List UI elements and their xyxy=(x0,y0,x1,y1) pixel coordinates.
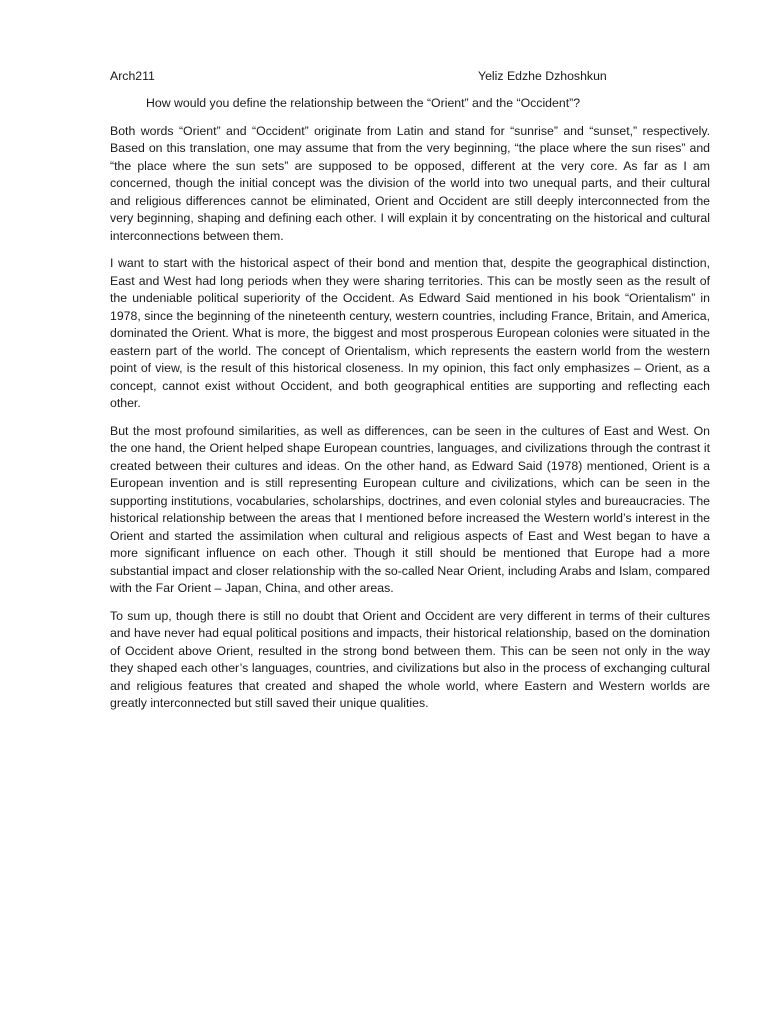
course-code: Arch211 xyxy=(110,69,155,83)
document-header xyxy=(110,68,710,86)
paragraph-historical: I want to start with the historical aspect of their bond and mention that, despite the geographical distinction, East and West had long periods when they were sharing territories. This can be mostly seen as the result of the undeniable political superiority of the Occident. As Edward Said mentioned in his book “Orientalism” in 1978, since the beginning of the nineteenth century, western countries, including France, Britain, and America, dominated the Orient. What is more, the biggest and most prosperous European colonies were situated in the eastern part of the world. The concept of Orientalism, which represents the eastern world from the western point of view, is the result of this historical closeness. In my opinion, this fact only emphasizes – Orient, as a concept, cannot exist without Occident, and both geographical entities are supporting and reflecting each other. xyxy=(110,256,710,410)
essay-question: How would you define the relationship between the “Orient” and the “Occident”? xyxy=(146,96,581,110)
document-body xyxy=(110,68,710,723)
author-name: Yeliz Edzhe Dzhoshkun xyxy=(478,69,607,83)
paragraph-conclusion: To sum up, though there is still no doubt that Orient and Occident are very different in terms of their cultures and have never had equal political positions and impacts, their historical relationship, based on the domination of Occident above Orient, resulted in the strong bond between them. This can be seen not only in the way they shaped each other’s languages, countries, and civilizations but also in the process of exchanging cultural and religious features that created and shaped the whole world, where Eastern and Western worlds are greatly interconnected but still saved their unique qualities. xyxy=(110,608,710,710)
paragraph-cultural: But the most profound similarities, as well as differences, can be seen in the cultures of East and West. On the one hand, the Orient helped shape European countries, languages, and civilizations through the contrast it created between their cultures and ideas. On the other hand, as Edward Said (1978) mentioned, Orient is a European invention and is still representing European culture and civilizations, which can be seen in the supporting institutions, vocabularies, scholarships, doctrines, and even colonial styles and bureaucracies. The historical relationship between the areas that I mentioned before increased the Western world’s interest in the Orient and started the assimilation when cultural and religious aspects of East and West began to have a more significant influence on each other. Though it still should be mentioned that Europe had a more substantial impact and closer relationship with the so-called Near Orient, including Arabs and Islam, compared with the Far Orient – Japan, China, and other areas. xyxy=(110,423,710,595)
paragraph-intro: Both words “Orient” and “Occident” originate from Latin and stand for “sunrise” and “sunset,” respectively. Based on this translation, one may assume that from the very beginning, “the place where the sun rises” and “the place where the sun sets” are supposed to be opposed, different at the very core. As far as I am concerned, though the initial concept was the division of the world into two unequal parts, and their cultural and religious differences cannot be eliminated, Orient and Occident are still deeply interconnected from the very beginning, shaping and defining each other. I will explain it by concentrating on the historical and cultural interconnections between them. xyxy=(110,123,710,243)
